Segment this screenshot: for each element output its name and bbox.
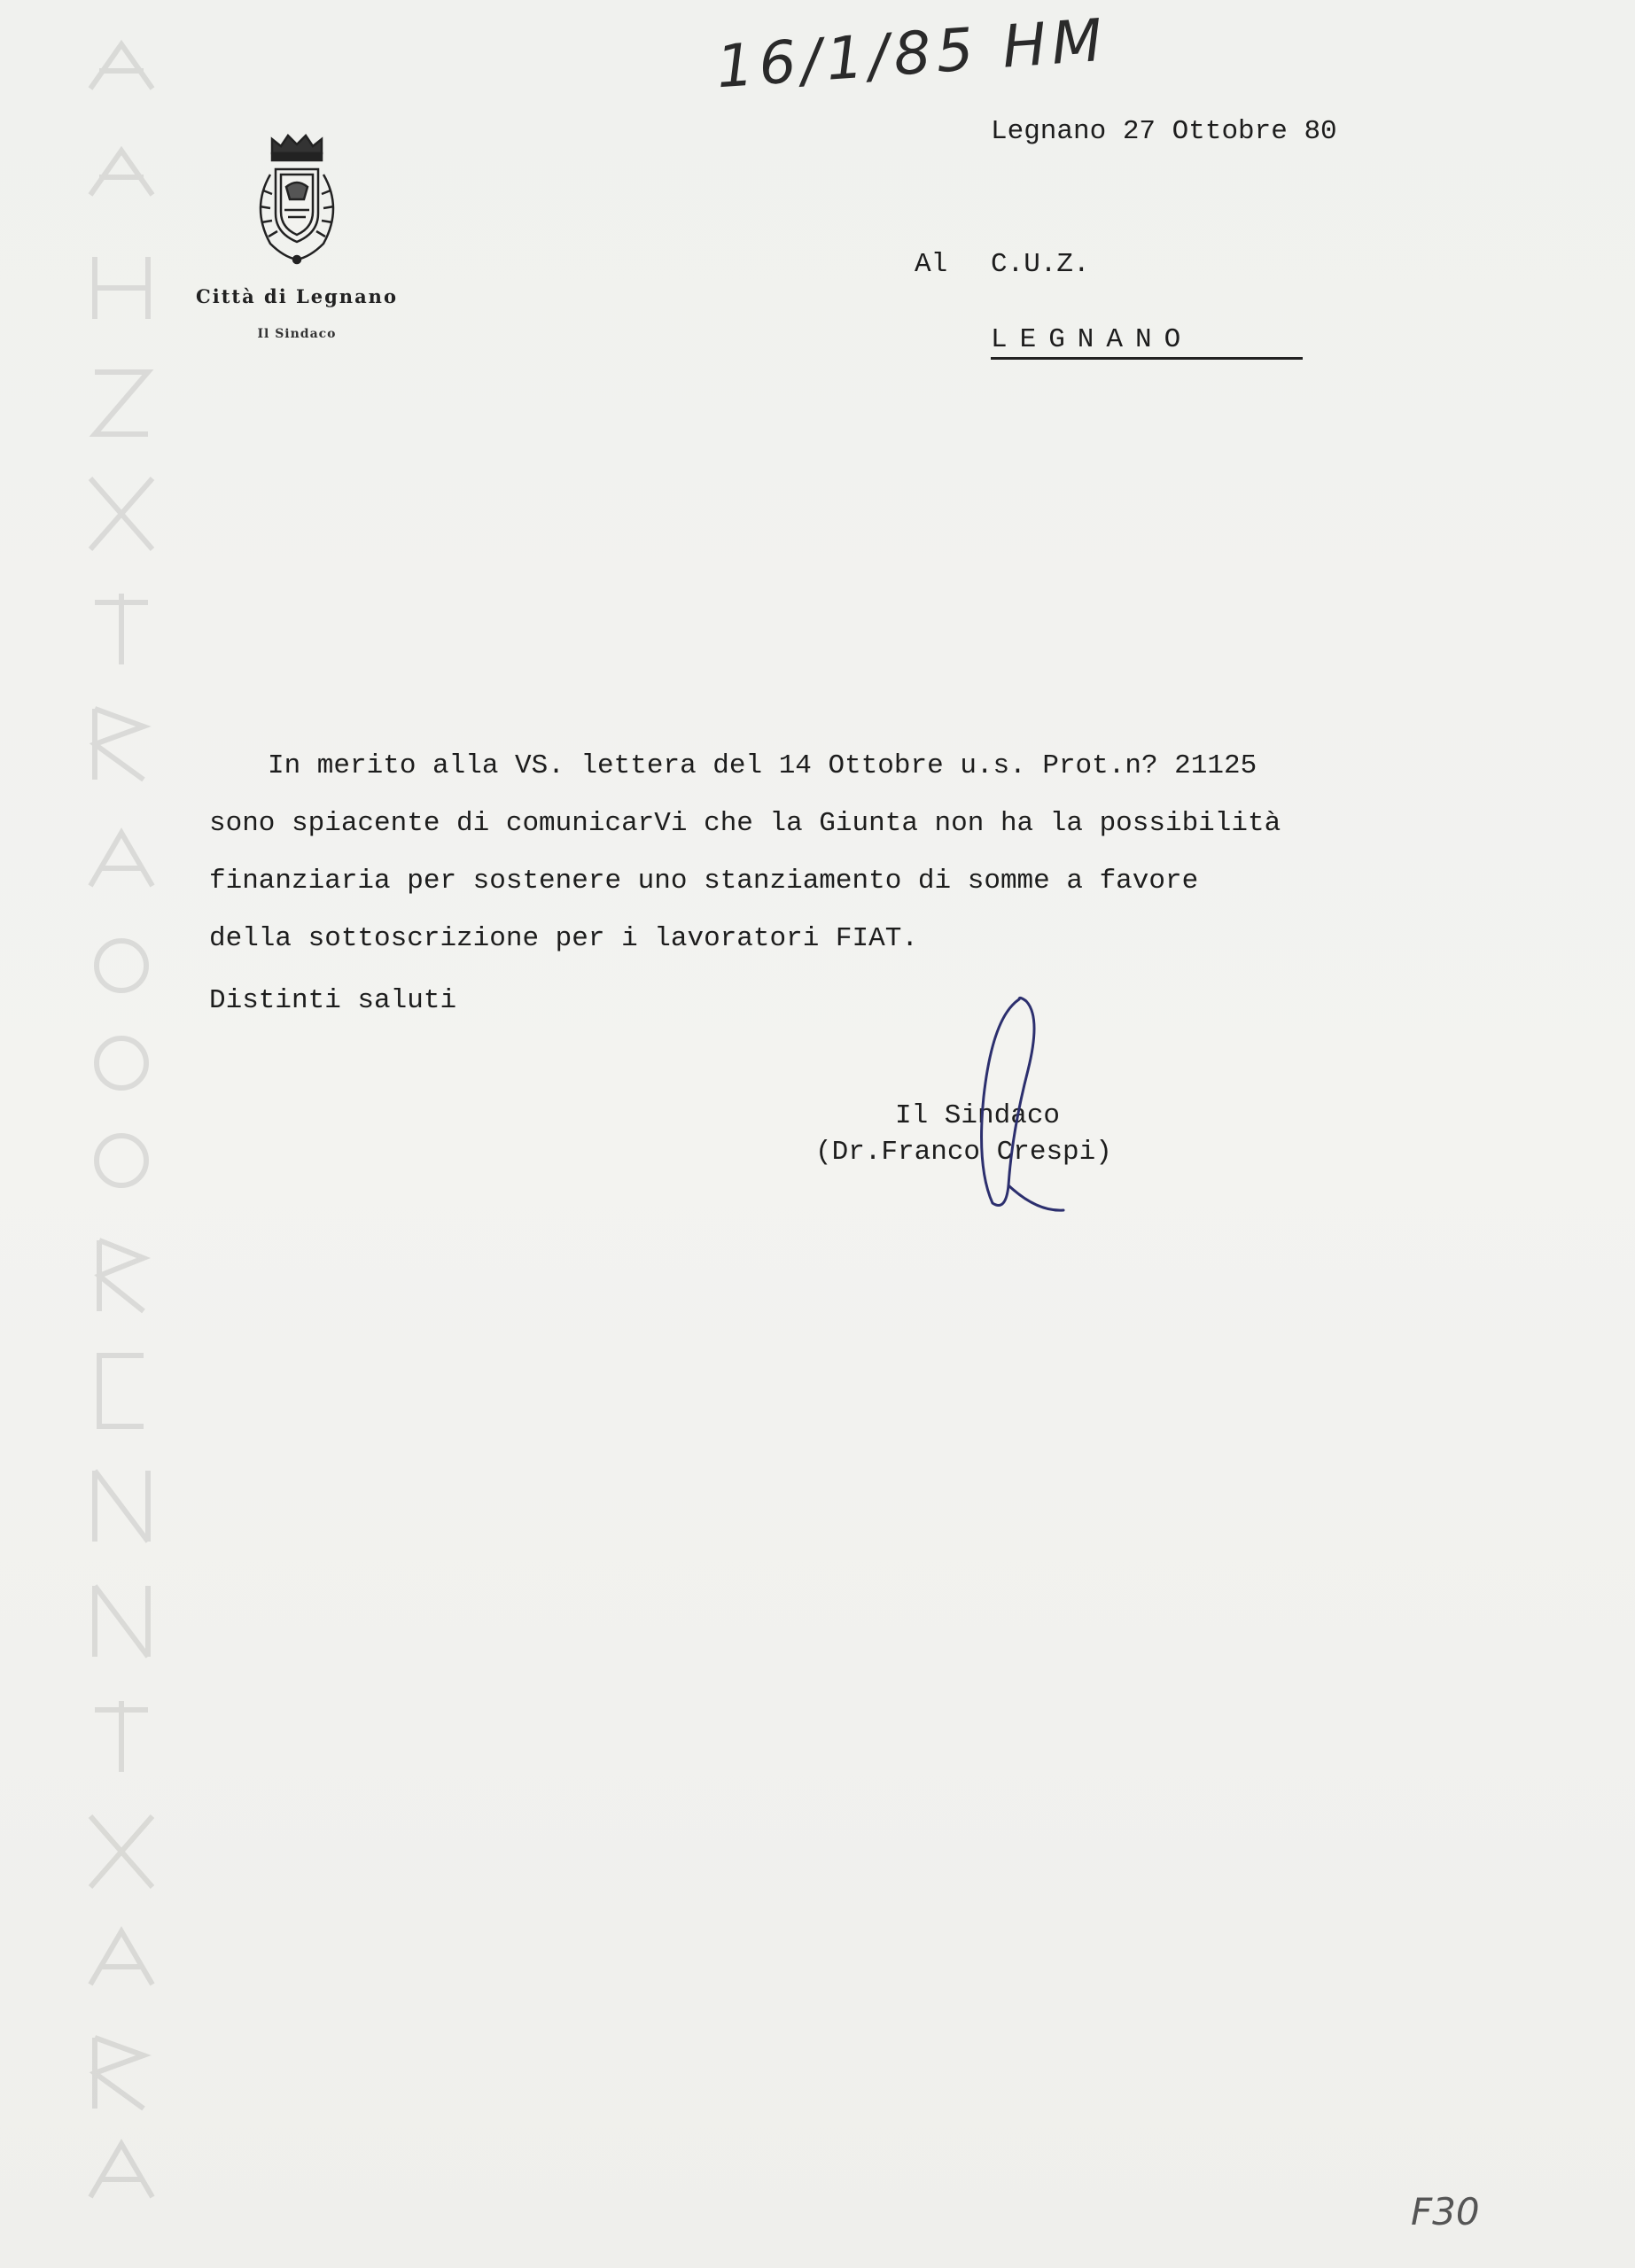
recipient-prefix: Al — [915, 249, 948, 280]
letter-date: Legnano 27 Ottobre 80 — [991, 116, 1337, 147]
recipient-name: C.U.Z. — [991, 249, 1090, 280]
closing-salutation: Distinti saluti — [209, 985, 457, 1016]
body-line: sono spiacente di comunicarVi che la Giunta non ha la possibilità — [209, 808, 1281, 839]
recipient-city: LEGNANO — [991, 324, 1194, 355]
signatory-title: Il Sindaco — [895, 1100, 1061, 1131]
letter-body — [209, 737, 1485, 967]
letterhead-mayor-title: Il Sindaco — [257, 327, 337, 341]
body-line: finanziaria per sostenere uno stanziamento di somme a favore — [209, 866, 1199, 897]
body-line: della sottoscrizione per i lavoratori FIAT. — [209, 923, 918, 954]
letterhead-city-name: Città di Legnano — [196, 285, 398, 307]
letterhead — [168, 128, 425, 341]
handwritten-signature-icon — [957, 990, 1081, 1221]
body-line: In merito alla VS. lettera del 14 Ottobre u.s. Prot.n? 21125 — [268, 750, 1257, 781]
handwritten-date-note: 16/1/85 HM — [713, 5, 1110, 102]
city-crest-icon — [244, 128, 350, 266]
watermark-ornament-column — [82, 35, 161, 2233]
signatory-name: (Dr.Franco Crespi) — [815, 1137, 1112, 1168]
handwritten-page-note: F30 — [1411, 2190, 1480, 2233]
recipient-city-underline — [991, 357, 1303, 360]
